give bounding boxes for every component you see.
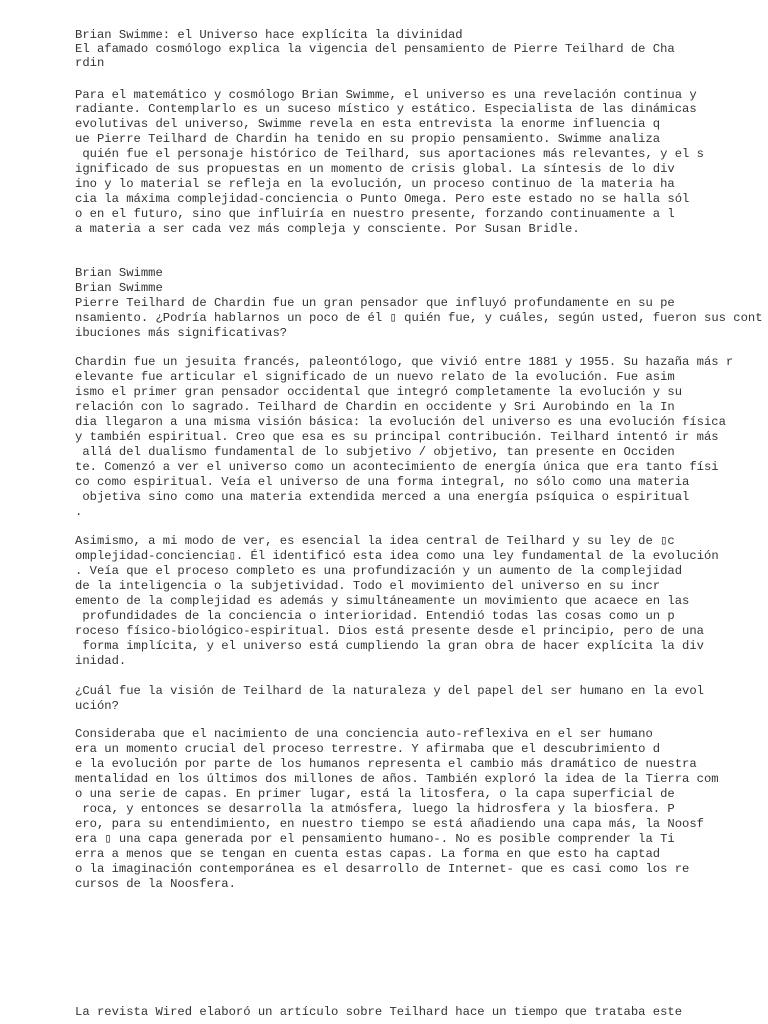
question-line: ución? xyxy=(75,699,119,713)
answer-paragraph-line: Chardin fue un jesuita francés, paleontólogo, que vivió entre 1881 y 1955. Su hazaña más r xyxy=(75,355,734,369)
answer-paragraph-line: ero, para su entendimiento, en nuestro tiempo se está añadiendo una capa más, la Noosf xyxy=(75,817,704,831)
answer-paragraph-line: roceso físico-biológico-espiritual. Dios está presente desde el principio, pero de una xyxy=(75,624,704,638)
answer-paragraph-line: . Veía que el proceso completo es una profundización y un aumento de la complejidad xyxy=(75,564,683,578)
intro-paragraph-line: ignificado de sus propuestas en un momento de crisis global. La síntesis de lo div xyxy=(75,162,675,176)
intro-paragraph-line: a materia a ser cada vez más compleja y consciente. Por Susan Bridle. xyxy=(75,222,580,236)
intro-paragraph-line: ino y lo material se refleja en la evolución, un proceso continuo de la materia ha xyxy=(75,177,675,191)
answer-paragraph-line: dia llegaron a una misma visión básica: la evolución del universo es una evolución física xyxy=(75,415,726,429)
intro-paragraph-line: evolutivas del universo, Swimme revela en esta entrevista la enorme influencia q xyxy=(75,117,661,131)
answer-paragraph-line: cursos de la Noosfera. xyxy=(75,877,236,891)
intro-paragraph-line: Para el matemático y cosmólogo Brian Swimme, el universo es una revelación continua y xyxy=(75,88,697,102)
answer-paragraph-line: Asimismo, a mi modo de ver, es esencial la idea central de Teilhard y su ley de ▯c xyxy=(75,534,675,548)
question-line: ¿Cuál fue la visión de Teilhard de la naturaleza y del papel del ser humano en la evol xyxy=(75,684,704,698)
answer-paragraph-line: mentalidad en los últimos dos millones de años. También exploró la idea de la Tierra com xyxy=(75,772,719,786)
author-name: Brian Swimme xyxy=(75,281,163,295)
answer-paragraph-line: elevante fue articular el significado de un nuevo relato de la evolución. Fue asim xyxy=(75,370,675,384)
answer-paragraph-line: y también espiritual. Creo que esa es su principal contribución. Teilhard intentó ir más xyxy=(75,430,719,444)
answer-paragraph-line: omplejidad-conciencia▯. Él identificó esta idea como una ley fundamental de la evolución xyxy=(75,549,719,563)
intro-paragraph-line: radiante. Contemplarlo es un suceso místico y estático. Especialista de las dinámicas xyxy=(75,102,697,116)
answer-paragraph-line: o la imaginación contemporánea es el desarrollo de Internet- que es casi como los re xyxy=(75,862,690,876)
author-name: Brian Swimme xyxy=(75,266,163,280)
answer-paragraph-line: . xyxy=(75,505,83,519)
answer-paragraph-line: Consideraba que el nacimiento de una conciencia auto-reflexiva en el ser humano xyxy=(75,727,653,741)
answer-paragraph-line: emento de la complejidad es además y simultáneamente un movimiento que acaece en las xyxy=(75,594,690,608)
answer-paragraph-line: objetiva sino como una materia extendida merced a una energía psíquica o espiritual xyxy=(75,490,690,504)
answer-paragraph-line: roca, y entonces se desarrolla la atmósfera, luego la hidrosfera y la biosfera. P xyxy=(75,802,675,816)
answer-paragraph-line: forma implícita, y el universo está cumpliendo la gran obra de hacer explícita la div xyxy=(75,639,704,653)
answer-paragraph-line: ismo el primer gran pensador occidental que integró completamente la evolución y su xyxy=(75,385,683,399)
answer-paragraph-line: relación con lo sagrado. Teilhard de Chardin en occidente y Sri Aurobindo en la In xyxy=(75,400,675,414)
intro-paragraph-line: quién fue el personaje histórico de Teilhard, sus aportaciones más relevantes, y el s xyxy=(75,147,704,161)
answer-paragraph-line: allá del dualismo fundamental de lo subjetivo / objetivo, tan presente en Occiden xyxy=(75,445,675,459)
answer-paragraph-line: era un momento crucial del proceso terrestre. Y afirmaba que el descubrimiento d xyxy=(75,742,661,756)
answer-paragraph-line: o una serie de capas. En primer lugar, está la litosfera, o la capa superficial de xyxy=(75,787,675,801)
answer-paragraph-line: profundidades de la conciencia o interioridad. Entendió todas las cosas como un p xyxy=(75,609,675,623)
intro-paragraph-line: o en el futuro, sino que influiría en nuestro presente, forzando continuamente a l xyxy=(75,207,675,221)
answer-paragraph-line: La revista Wired elaboró un artículo sobre Teilhard hace un tiempo que trataba este xyxy=(75,1005,683,1019)
answer-paragraph-line: e la evolución por parte de los humanos representa el cambio más dramático de nuestra xyxy=(75,757,697,771)
question-line: Pierre Teilhard de Chardin fue un gran pensador que influyó profundamente en su pe xyxy=(75,296,675,310)
article-subtitle: El afamado cosmólogo explica la vigencia del pensamiento de Pierre Teilhard de Cha xyxy=(75,42,675,56)
article-subtitle: rdin xyxy=(75,56,105,70)
answer-paragraph-line: inidad. xyxy=(75,654,127,668)
question-line: nsamiento. ¿Podría hablarnos un poco de él ▯ quién fue, y cuáles, según usted, fueron sus cont xyxy=(75,311,763,325)
answer-paragraph-line: de la inteligencia o la subjetividad. Todo el movimiento del universo en su incr xyxy=(75,579,661,593)
answer-paragraph-line: era ▯ una capa generada por el pensamiento humano-. No es posible comprender la Ti xyxy=(75,832,675,846)
answer-paragraph-line: te. Comenzó a ver el universo como un acontecimiento de energía única que era tanto físi xyxy=(75,460,719,474)
article-title: Brian Swimme: el Universo hace explícita la divinidad xyxy=(75,28,463,42)
answer-paragraph-line: erra a menos que se tengan en cuenta estas capas. La forma en que esto ha captad xyxy=(75,847,661,861)
intro-paragraph-line: ue Pierre Teilhard de Chardin ha tenido en su propio pensamiento. Swimme analiza xyxy=(75,132,661,146)
answer-paragraph-line: co como espiritual. Veía el universo de una forma integral, no sólo como una materia xyxy=(75,475,690,489)
intro-paragraph-line: cia la máxima complejidad-conciencia o Punto Omega. Pero este estado no se halla sól xyxy=(75,192,690,206)
question-line: ibuciones más significativas? xyxy=(75,326,288,340)
